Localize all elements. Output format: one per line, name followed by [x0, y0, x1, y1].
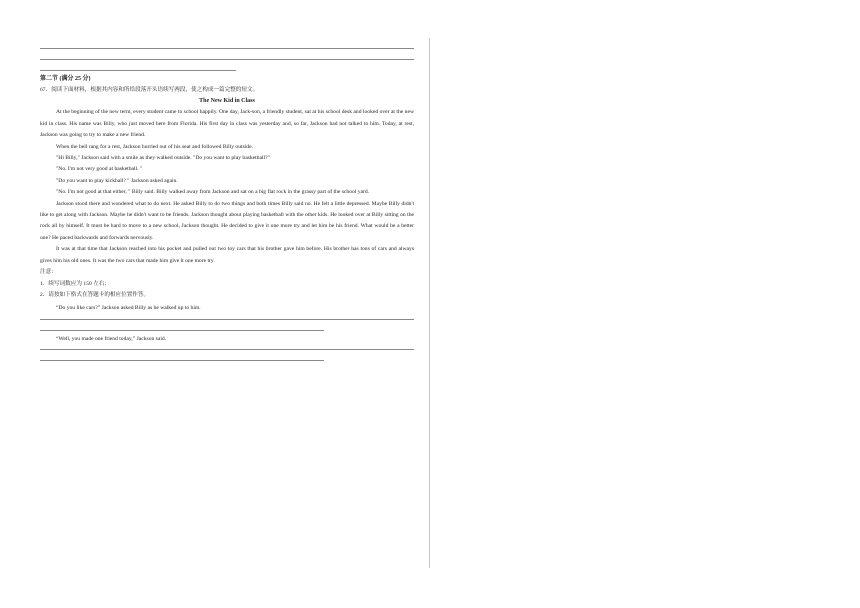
answer-line	[40, 48, 414, 49]
continuation-prompt: “Do you like cars?” Jackson asked Billy as he walked up to him.	[56, 305, 201, 312]
story-paragraph: "Hi Billy," Jackson said with a smile as they walked outside. "Do you want to play basketball?"	[56, 155, 270, 162]
task-instruction: 67．阅读下面材料，根据其内容和所给段落开头语续写两段，使之构成一篇完整的短文。	[40, 87, 259, 93]
note-item: 1．续写词数应为 150 左右；	[40, 280, 110, 287]
story-paragraph: Jackson stood there and wondered what to do next. He asked Billy to do two things and both times Billy said no. He felt a little depressed. Maybe Billy didn't like to get along with Jackson. Maybe he didn't want to be friends. Jackson thought about playing basketball with the other kids. He looked over at Billy sitting on the rock all by himself. It must be hard to move to a new school, Jackson thought. He decided to give it one more try and let him be his friend. What would be a better one? He paced backwards and forwards nervously.	[40, 200, 414, 241]
answer-line	[40, 59, 414, 60]
continuation-prompt: “Well, you made one friend today,” Jackson said.	[56, 335, 167, 342]
story-paragraph: "No. I'm not very good at basketball. "	[56, 166, 143, 173]
notes-label: 注意：	[40, 269, 57, 276]
story-title: The New Kid in Class	[199, 98, 255, 105]
story-paragraph: At the beginning of the new term, every student came to school happily. One day, Jack-son, a friendly student, sat at his school desk and looked over at the new kid in class. His name was Billy, who just moved here from Florida. His first day in class was yesterday and, so far, Jackson had not talked to him. Today, at rest, Jackson was going to try to make a new friend.	[40, 109, 414, 139]
story-paragraph: When the bell rang for a rest, Jackson hurried out of his seat and followed Billy outside.	[56, 143, 253, 150]
story-paragraph: "No. I'm not good at that either, " Billy said. Billy walked away from Jackson and sat on a big flat rock in the grassy part of the school yard.	[56, 189, 370, 196]
note-item: 2．请按如下格式在答题卡的相应位置作答。	[40, 291, 150, 298]
column-divider	[429, 38, 430, 568]
left-column	[40, 40, 414, 361]
story-paragraph: It was at that time that Jackson reached into his pocket and pulled out two toy cars that his brother gave him before. His brother has tons of cars and always gives him his old ones. It was the two cars that made him give it one more try.	[40, 246, 414, 264]
answer-line	[40, 70, 236, 71]
answer-line	[40, 360, 324, 361]
answer-line	[40, 349, 414, 350]
section-header: 第二节 (满分 25 分)	[40, 76, 91, 82]
answer-line	[40, 330, 324, 331]
story-paragraph: "Do you want to play kickball? " Jackson asked again.	[56, 177, 178, 184]
answer-line	[40, 319, 414, 320]
